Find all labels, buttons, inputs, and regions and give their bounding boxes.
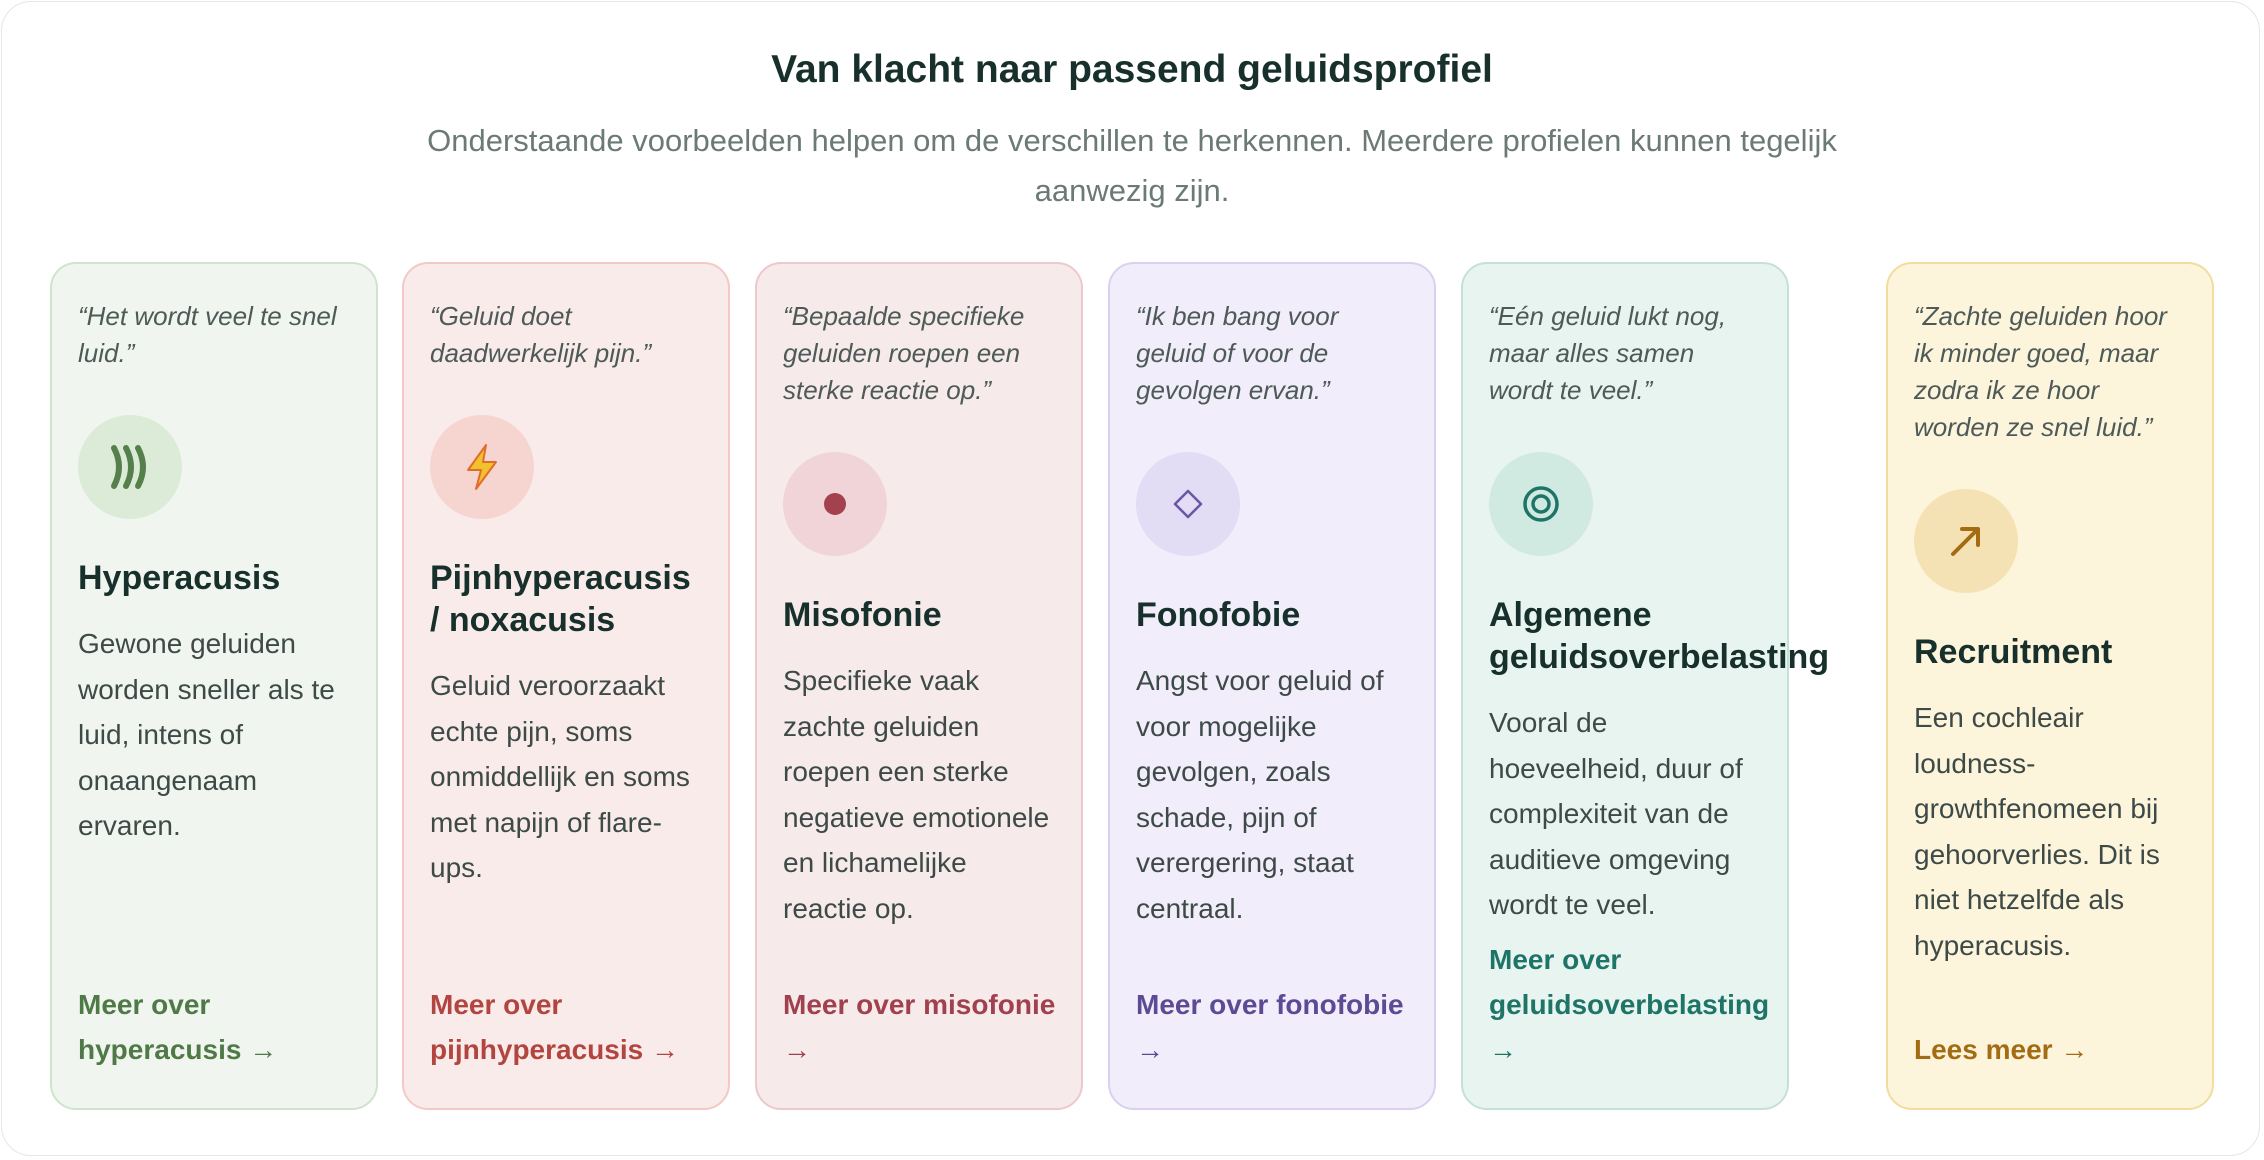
card-title: Hyperacusis (78, 559, 281, 597)
profile-card-misofonie (755, 262, 1083, 1110)
profile-card-pijnhyperacusis (402, 262, 730, 1110)
card-description: Vooral de hoeveelheid, duur of complexiteit van de auditieve omgeving wordt te veel. (1489, 707, 1743, 920)
dot-icon (783, 452, 887, 556)
card-title: Misofonie (783, 596, 942, 634)
profile-card-hyperacusis (50, 262, 378, 1110)
more-about-geluidsoverbelasting-link[interactable]: Meer over geluidsoverbelasting → (1489, 944, 1770, 1065)
card-quote: “Bepaalde specifieke geluiden roepen een sterke reactie op.” (783, 301, 1025, 405)
profile-card-geluidsoverbelasting (1461, 262, 1830, 1110)
card-description: Gewone geluiden worden sneller als te luid, intens of onaangenaam ervaren. (78, 628, 335, 841)
card-quote: “Het wordt veel te snel luid.” (78, 301, 337, 368)
card-quote: “Geluid doet daadwerkelijk pijn.” (430, 301, 652, 368)
card-title: Pijnhyperacusis / noxacusis (430, 559, 691, 639)
page-title: Van klacht naar passend geluidsprofiel (771, 48, 1493, 91)
profile-card-recruitment (1886, 262, 2214, 1110)
diamond-icon (1136, 452, 1240, 556)
sound-waves-icon (78, 415, 182, 519)
card-quote: “Zachte geluiden hoor ik minder goed, maar zodra ik ze hoor worden ze snel luid.” (1914, 301, 2167, 442)
card-quote: “Eén geluid lukt nog, maar alles samen wordt te veel.” (1489, 301, 1727, 405)
card-description: Angst voor geluid of voor mogelijke gevolgen, zoals schade, pijn of verergering, staat centraal. (1136, 665, 1384, 924)
more-about-pijnhyperacusis-link[interactable]: Meer over pijnhyperacusis → (430, 989, 679, 1065)
card-description: Specifieke vaak zachte geluiden roepen een sterke negatieve emotionele en lichamelijke reactie op. (783, 665, 1050, 924)
more-about-hyperacusis-link[interactable]: Meer over hyperacusis → (78, 989, 278, 1065)
more-about-misofonie-link[interactable]: Meer over misofonie → (783, 989, 1056, 1065)
card-description: Een cochleair loudness-growthfenomeen bij gehoorverlies. Dit is niet hetzelfde als hyperacusis. (1914, 702, 2160, 961)
card-title: Recruitment (1914, 633, 2113, 671)
card-title: Algemene geluidsoverbelasting (1489, 596, 1830, 676)
concentric-circles-icon (1489, 452, 1593, 556)
arrow-up-right-icon (1914, 489, 2018, 593)
card-quote: “Ik ben bang voor geluid of voor de gevolgen ervan.” (1136, 301, 1339, 405)
profile-card-fonofobie (1108, 262, 1436, 1110)
page-subtitle: Onderstaande voorbeelden helpen om de verschillen te herkennen. Meerdere profielen kunnen tegelijk aanwezig zijn. (427, 123, 1837, 208)
lightning-bolt-icon (430, 415, 534, 519)
card-description: Geluid veroorzaakt echte pijn, soms onmiddellijk en soms met napijn of flare-ups. (430, 670, 690, 883)
read-more-recruitment-link[interactable]: Lees meer → (1914, 1034, 2089, 1065)
card-title: Fonofobie (1136, 596, 1301, 634)
more-about-fonofobie-link[interactable]: Meer over fonofobie → (1136, 989, 1404, 1065)
